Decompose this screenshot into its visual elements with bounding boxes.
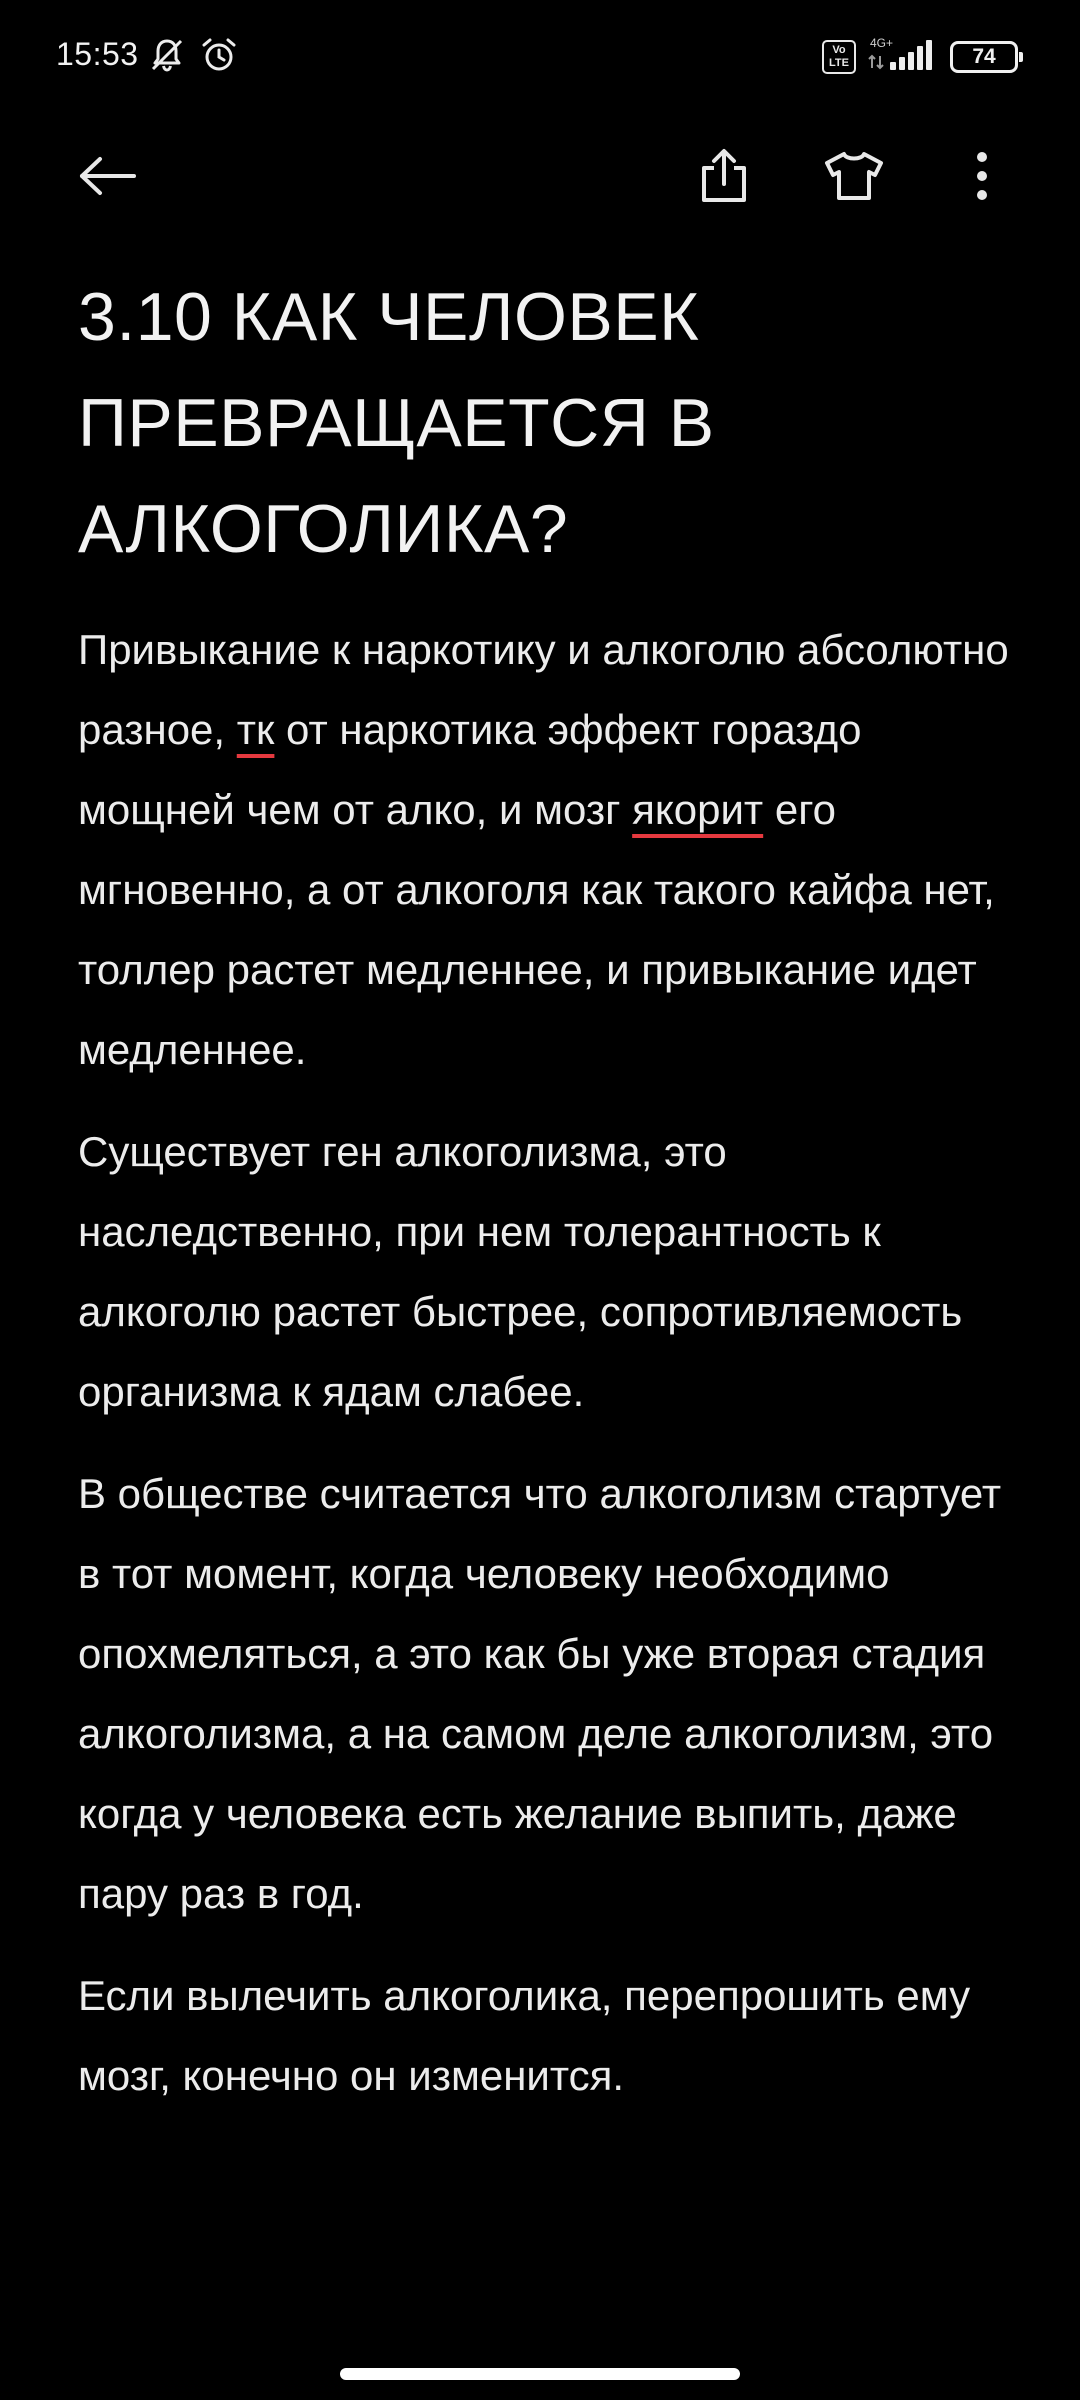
note-paragraph-4[interactable]: Если вылечить алкоголика, перепрошить ему мозг, конечно он изменится. (78, 1972, 971, 2099)
status-right-icons (822, 36, 1018, 77)
status-left-icons (148, 36, 238, 79)
alarm-icon (200, 36, 238, 79)
note-toolbar (0, 130, 1080, 226)
note-paragraph-3[interactable]: В обществе считается что алкоголизм стартует в тот момент, когда человеку необходимо опохмеляться, а это как бы уже вторая стадия алкоголизма, а на самом деле алкоголизм, это когда у человека есть желание выпить, даже пару раз в год. (78, 1470, 1002, 1917)
battery-indicator: 74 (950, 41, 1018, 73)
status-time: 15:53 (56, 36, 139, 72)
note-paragraph-1[interactable] (78, 610, 1018, 1090)
share-icon (698, 148, 750, 209)
more-options-button[interactable] (934, 130, 1030, 226)
status-bar (0, 0, 1080, 110)
misspelled-word[interactable]: якорит (632, 786, 764, 833)
tshirt-icon (823, 150, 885, 207)
volte-icon: Vo LTE (822, 40, 856, 74)
gesture-nav-handle[interactable] (340, 2368, 740, 2380)
share-button[interactable] (676, 130, 772, 226)
back-button[interactable] (60, 130, 156, 226)
arrow-left-icon (78, 156, 138, 201)
note-paragraph-2[interactable]: Существует ген алкоголизма, это наследственно, при нем толерантность к алкоголю растет быстрее, сопротивляемость организма к ядам слабее. (78, 1128, 963, 1415)
note-content[interactable] (78, 264, 1018, 2138)
paragraph-text: Привыкание к наркотику и алкоголю абсолютно разное, (78, 626, 1009, 753)
more-vertical-icon (976, 151, 988, 206)
notifications-off-icon (148, 36, 186, 79)
paragraph-text: от наркотика эффект гораздо мощней чем от алко, и мозг (78, 706, 862, 833)
misspelled-word[interactable]: тк (236, 706, 275, 753)
note-title[interactable]: 3.10 КАК ЧЕЛОВЕК ПРЕВРАЩАЕТСЯ В АЛКОГОЛИКА? (78, 279, 715, 567)
theme-button[interactable] (806, 130, 902, 226)
signal-icon (868, 36, 938, 77)
svg-text:4G+: 4G+ (870, 36, 894, 50)
paragraph-text: его мгновенно, а от алкоголя как такого кайфа нет, толлер растет медленнее, и привыкание идет медленнее. (78, 786, 995, 1073)
